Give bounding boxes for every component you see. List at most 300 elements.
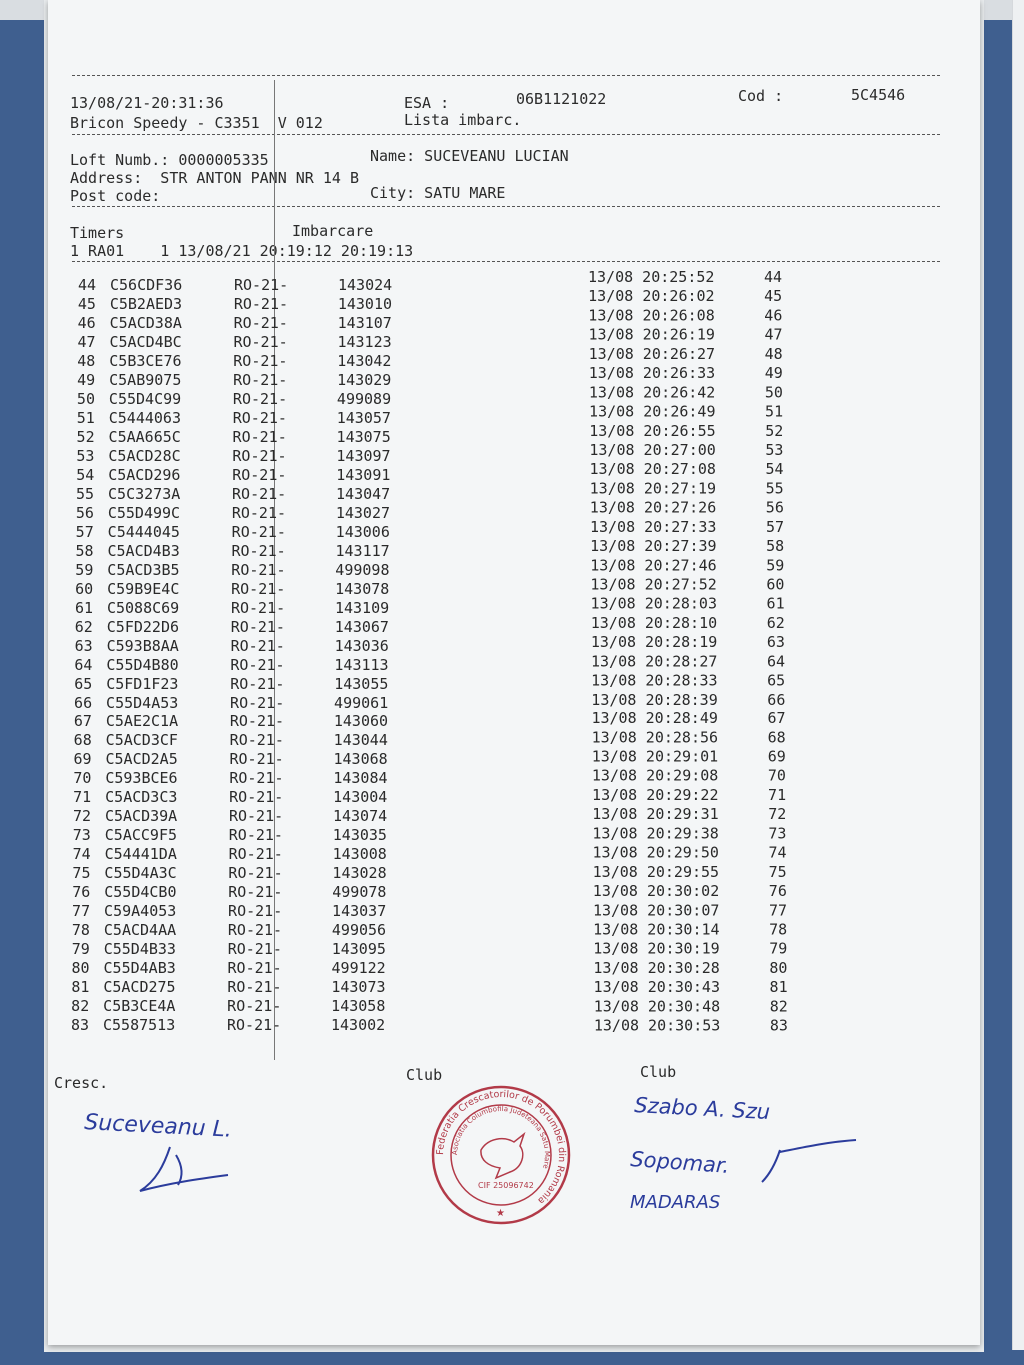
row-index: 48: [77, 351, 96, 370]
row-index: 75: [72, 864, 91, 883]
table-row: [48, 325, 980, 352]
arrival-time: 13/08 20:28:39: [591, 690, 718, 709]
arrival-time: 13/08 20:29:22: [592, 786, 719, 805]
arrival-time: 13/08 20:27:33: [589, 517, 717, 536]
arrival-time: 13/08 20:27:52: [590, 575, 717, 594]
table-row: [48, 864, 980, 883]
ring-prefix: RO-21-: [231, 541, 286, 560]
club-label-right: Club: [640, 1063, 677, 1081]
arrival-time: 13/08 20:29:55: [592, 863, 720, 882]
position-number: 78: [769, 920, 788, 939]
ring-prefix: RO-21-: [233, 332, 288, 351]
row-index: 58: [75, 541, 94, 560]
table-row: [48, 978, 980, 997]
position-number: 46: [764, 306, 783, 325]
arrival-time: 13/08 20:28:03: [590, 594, 717, 613]
table-row: [48, 306, 980, 333]
table-row: [48, 690, 980, 713]
esa-value: 06B1121022: [516, 90, 607, 108]
position-number: 50: [764, 383, 783, 402]
device-line: Bricon Speedy - C3351 V 012: [70, 114, 323, 132]
ring-number: 499098: [335, 560, 390, 579]
ring-prefix: RO-21-: [229, 788, 284, 807]
ring-prefix: RO-21-: [228, 883, 283, 902]
ring-prefix: RO-21-: [231, 522, 286, 541]
chip-code: C55D4B33: [103, 940, 176, 959]
chip-code: C55D499C: [107, 503, 181, 522]
position-number: 65: [767, 671, 786, 690]
chip-code: C5587513: [102, 1016, 176, 1035]
row-index: 50: [76, 389, 95, 408]
ring-prefix: RO-21-: [230, 674, 285, 693]
ring-prefix: RO-21-: [229, 731, 284, 750]
ring-prefix: RO-21-: [230, 598, 286, 617]
arrival-time: 13/08 20:28:33: [591, 671, 718, 690]
arrival-time: 13/08 20:30:02: [592, 882, 720, 901]
cod-label: Cod :: [738, 87, 784, 105]
ring-number: 143044: [333, 731, 388, 750]
position-number: 61: [766, 594, 785, 613]
position-number: 51: [765, 402, 784, 421]
chip-code: C5ACD4B3: [107, 541, 180, 560]
position-number: 64: [767, 651, 786, 670]
arrival-time: 13/08 20:27:08: [589, 459, 716, 478]
club-signatures: [630, 1082, 930, 1222]
table-row: [48, 807, 980, 826]
ring-number: 143058: [331, 997, 386, 1016]
ring-prefix: RO-21-: [231, 579, 286, 598]
table-row: [48, 1016, 980, 1035]
ring-prefix: RO-21-: [232, 427, 287, 446]
chip-code: C5ACD4BC: [109, 332, 182, 351]
row-index: 82: [71, 997, 90, 1016]
ring-number: 143067: [334, 617, 389, 636]
ring-number: 143029: [337, 370, 392, 389]
table-row: [48, 788, 980, 807]
ring-prefix: RO-21-: [229, 712, 285, 731]
arrival-time: 13/08 20:26:19: [588, 325, 715, 344]
separator-line: [72, 75, 940, 76]
ring-number: 499078: [332, 883, 387, 902]
table-row: [48, 363, 980, 390]
svg-text:Asociatia Columbofila Judetean: Asociatia Columbofila Judeteana Satu Mare: [450, 1104, 552, 1170]
list-title: Lista imbarc.: [404, 111, 522, 129]
row-index: 56: [75, 503, 94, 522]
ring-number: 143037: [332, 902, 387, 921]
ring-number: 499056: [331, 921, 387, 940]
chip-code: C5ACD3C3: [105, 788, 178, 807]
ring-prefix: RO-21-: [232, 484, 287, 503]
ring-prefix: RO-21-: [233, 313, 288, 332]
ring-number: 143078: [335, 579, 390, 598]
position-number: 83: [769, 1016, 788, 1035]
ring-number: 143073: [331, 978, 386, 997]
row-index: 47: [77, 332, 96, 351]
svg-text:Szabo A. Szu: Szabo A. Szu: [633, 1093, 771, 1125]
arrival-time: 13/08 20:26:27: [588, 344, 716, 363]
chip-code: C5444045: [107, 522, 180, 541]
breeder-signature: [78, 1095, 318, 1200]
row-index: 46: [77, 313, 96, 332]
chip-code: C5ACC9F5: [104, 826, 178, 845]
ring-number: 143004: [333, 788, 388, 807]
ring-prefix: RO-21-: [227, 959, 282, 978]
loft-name: Name: SUCEVEANU LUCIAN: [370, 147, 569, 165]
position-number: 72: [768, 805, 787, 824]
arrival-time: 13/08 20:29:38: [592, 824, 719, 843]
row-index: 52: [76, 427, 95, 446]
row-index: 81: [71, 978, 90, 997]
chip-code: C54441DA: [104, 845, 177, 864]
ring-prefix: RO-21-: [233, 294, 289, 313]
separator-line: [72, 206, 940, 207]
table-row: [48, 902, 980, 921]
svg-text:CIF 25096742: CIF 25096742: [478, 1181, 534, 1190]
table-row: [48, 997, 980, 1016]
arrival-time: 13/08 20:30:14: [593, 920, 720, 939]
table-row: [48, 728, 980, 750]
ring-prefix: RO-21-: [228, 902, 283, 921]
table-row: [48, 959, 980, 978]
row-index: 71: [73, 788, 92, 807]
table-row: [48, 479, 980, 504]
position-number: 62: [766, 613, 785, 632]
arrival-time: 13/08 20:28:49: [591, 709, 718, 728]
arrival-time: 13/08 20:28:19: [590, 632, 718, 651]
ring-number: 143091: [336, 465, 391, 484]
position-number: 66: [767, 690, 786, 709]
ring-number: 499089: [336, 389, 392, 408]
table-row: [48, 555, 980, 580]
svg-text:Sopomar.: Sopomar.: [630, 1147, 731, 1178]
position-number: 69: [767, 747, 786, 766]
ring-number: 143006: [335, 522, 390, 541]
table-row: [48, 769, 980, 788]
ring-number: 143055: [334, 674, 389, 693]
ring-prefix: RO-21-: [229, 769, 284, 788]
table-row: [48, 536, 980, 561]
arrival-time: 13/08 20:26:02: [588, 287, 715, 306]
row-index: 72: [72, 807, 92, 826]
arrival-time: 13/08 20:25:52: [588, 268, 715, 286]
ring-prefix: RO-21-: [231, 503, 287, 522]
ring-number: 143117: [335, 541, 390, 560]
svg-text:Federatia Crescatorilor de Por: Federatia Crescatorilor de Porumbei din Romania: [434, 1088, 568, 1207]
position-number: 63: [766, 632, 785, 651]
row-index: 83: [70, 1016, 90, 1035]
row-index: 53: [76, 446, 95, 465]
row-index: 67: [73, 712, 92, 731]
table-row: [48, 344, 980, 371]
position-number: 81: [769, 978, 788, 997]
position-number: 82: [769, 997, 788, 1016]
chip-code: C55D4A3C: [104, 864, 177, 883]
ring-prefix: RO-21-: [227, 978, 282, 997]
table-row: [48, 845, 980, 864]
separator-line: [72, 134, 940, 135]
ring-prefix: RO-21-: [230, 617, 285, 636]
ring-prefix: RO-21-: [233, 351, 288, 370]
table-row: [48, 498, 980, 523]
ring-number: 143074: [332, 807, 388, 826]
table-row: [48, 268, 980, 295]
position-number: 60: [766, 575, 785, 594]
arrival-time: 13/08 20:26:42: [588, 383, 716, 402]
ring-number: 143107: [337, 313, 392, 332]
row-index: 49: [77, 370, 96, 389]
table-row: [48, 747, 980, 769]
row-index: 45: [77, 294, 96, 313]
loft-address: Address: STR ANTON PANN NR 14 B: [70, 169, 359, 187]
row-index: 60: [75, 579, 94, 598]
arrival-time: 13/08 20:27:00: [589, 440, 716, 459]
ring-number: 143047: [336, 484, 391, 503]
ring-prefix: RO-21-: [233, 370, 288, 389]
position-number: 57: [765, 517, 785, 536]
ring-number: 143113: [334, 655, 389, 674]
position-number: 53: [765, 440, 784, 459]
printout-sheet: [48, 0, 980, 1345]
separator-line: [72, 261, 940, 262]
loft-postcode: Post code:: [70, 187, 161, 205]
arrival-time: 13/08 20:30:48: [593, 997, 721, 1016]
arrival-time: 13/08 20:26:08: [588, 306, 715, 325]
chip-code: C59A4053: [104, 902, 177, 921]
table-row: [48, 440, 980, 466]
chip-code: C593BCE6: [105, 769, 178, 788]
chip-code: C5B3CE76: [109, 351, 182, 370]
arrival-time: 13/08 20:30:19: [593, 939, 720, 958]
row-index: 51: [76, 408, 95, 427]
chip-code: C5088C69: [106, 598, 180, 617]
ring-number: 143095: [331, 940, 386, 959]
arrival-time: 13/08 20:26:55: [589, 421, 716, 440]
chip-code: C5444063: [108, 408, 181, 427]
table-row: [48, 709, 980, 731]
row-index: 44: [78, 276, 97, 294]
club-stamp: [426, 1080, 576, 1230]
row-index: 59: [75, 560, 94, 579]
cod-value: 5C4546: [851, 86, 906, 104]
position-number: 56: [765, 498, 784, 517]
table-row: [48, 651, 980, 675]
ring-prefix: RO-21-: [234, 276, 289, 294]
chip-code: C55D4A53: [106, 693, 179, 712]
arrival-time: 13/08 20:27:46: [590, 555, 717, 574]
arrival-time: 13/08 20:29:31: [592, 805, 719, 824]
position-number: 67: [767, 709, 786, 728]
chip-code: C5FD1F23: [106, 674, 179, 693]
position-number: 76: [768, 882, 787, 901]
ring-number: 143097: [336, 446, 391, 465]
ring-prefix: RO-21-: [231, 560, 286, 579]
position-number: 79: [769, 939, 788, 958]
arrival-time: 13/08 20:29:01: [591, 747, 719, 766]
chip-code: C5C3273A: [108, 484, 181, 503]
table-row: [48, 287, 980, 314]
position-number: 73: [768, 824, 787, 843]
row-index: 69: [73, 750, 92, 769]
loft-city: City: SATU MARE: [370, 184, 506, 202]
arrival-time: 13/08 20:28:10: [590, 613, 718, 632]
row-index: 64: [74, 655, 93, 674]
table-row: [48, 517, 980, 542]
loft-number: Loft Numb.: 0000005335: [70, 151, 269, 169]
position-number: 58: [766, 536, 785, 555]
ring-prefix: RO-21-: [232, 465, 287, 484]
position-number: 49: [764, 363, 783, 382]
chip-code: C5FD22D6: [106, 617, 180, 636]
ring-number: 143084: [333, 769, 388, 788]
chip-code: C5ACD296: [108, 465, 181, 484]
ring-number: 143036: [334, 636, 389, 655]
table-row: [48, 671, 980, 694]
chip-code: C55D4B80: [106, 655, 179, 674]
ring-prefix: RO-21-: [227, 997, 282, 1016]
ring-prefix: RO-21-: [232, 408, 287, 427]
ring-number: 143035: [332, 826, 387, 845]
ring-number: 143075: [336, 427, 391, 446]
position-number: 45: [764, 287, 783, 306]
svg-text:★: ★: [496, 1208, 505, 1219]
ring-number: 143042: [337, 351, 392, 370]
arrival-time: 13/08 20:27:26: [589, 498, 717, 517]
table-row: [48, 632, 980, 656]
row-index: 68: [73, 731, 92, 750]
chip-code: C56CDF36: [110, 276, 183, 294]
row-index: 54: [76, 465, 95, 484]
ring-number: 143028: [332, 864, 387, 883]
position-number: 70: [767, 767, 786, 786]
chip-code: C55D4C99: [108, 389, 182, 408]
timer-line: 1 RA01 1 13/08/21 20:19:12 20:19:13: [70, 242, 414, 260]
arrival-time: 13/08 20:30:28: [593, 959, 720, 978]
table-row: [48, 940, 980, 959]
position-number: 44: [764, 268, 783, 286]
position-number: 68: [767, 728, 786, 747]
paper-edge: [1012, 0, 1024, 1350]
chip-code: C5ACD3B5: [107, 560, 180, 579]
table-row: [48, 383, 980, 409]
arrival-time: 13/08 20:28:56: [591, 728, 719, 747]
ring-number: 143010: [337, 294, 393, 313]
table-row: [48, 594, 980, 618]
row-index: 80: [71, 959, 90, 978]
chip-code: C5AA665C: [108, 427, 181, 446]
chip-code: C593B8AA: [106, 636, 179, 655]
arrival-time: 13/08 20:26:49: [589, 402, 716, 421]
svg-text:MADARAS: MADARAS: [630, 1192, 721, 1213]
ring-number: 143109: [334, 598, 390, 617]
ring-number: 499122: [331, 959, 386, 978]
arrival-time: 13/08 20:26:33: [588, 363, 716, 382]
position-number: 55: [765, 479, 784, 498]
esa-label: ESA :: [404, 94, 450, 112]
ring-prefix: RO-21-: [228, 845, 283, 864]
ring-prefix: RO-21-: [232, 389, 288, 408]
chip-code: C5B3CE4A: [103, 997, 176, 1016]
chip-code: C5ACD2A5: [105, 750, 178, 769]
position-number: 80: [769, 959, 788, 978]
row-index: 79: [71, 940, 90, 959]
chip-code: C5ACD3CF: [105, 731, 178, 750]
row-index: 78: [71, 921, 90, 940]
svg-text:Suceveanu L.: Suceveanu L.: [83, 1110, 233, 1143]
arrival-time: 13/08 20:29:08: [591, 767, 719, 786]
arrival-time: 13/08 20:30:07: [592, 901, 720, 920]
club-label-left: Club: [406, 1066, 443, 1084]
ring-prefix: RO-21-: [228, 826, 283, 845]
chip-code: C55D4CB0: [104, 883, 177, 902]
ring-number: 143002: [330, 1016, 386, 1035]
table-row: [48, 421, 980, 447]
position-number: 59: [766, 555, 785, 574]
position-number: 71: [768, 786, 787, 805]
row-index: 55: [76, 484, 95, 503]
chip-code: C55D4AB3: [103, 959, 176, 978]
row-index: 77: [72, 902, 91, 921]
chip-code: C5ACD28C: [108, 446, 181, 465]
ring-prefix: RO-21-: [227, 940, 282, 959]
ring-prefix: RO-21-: [230, 693, 285, 712]
ring-prefix: RO-21-: [229, 750, 284, 769]
position-number: 74: [768, 843, 787, 862]
arrival-time: 13/08 20:27:39: [590, 536, 717, 555]
imbarcare-label: Imbarcare: [292, 222, 374, 240]
ring-number: 143123: [337, 332, 392, 351]
row-index: 73: [72, 826, 91, 845]
chip-code: C5B2AED3: [109, 294, 183, 313]
ring-number: 143027: [335, 503, 391, 522]
ring-prefix: RO-21-: [227, 921, 283, 940]
arrival-time: 13/08 20:30:43: [593, 978, 720, 997]
arrival-time: 13/08 20:29:50: [592, 843, 719, 862]
ring-number: 143008: [332, 845, 387, 864]
ring-number: 499061: [334, 693, 389, 712]
position-number: 54: [765, 459, 784, 478]
ring-prefix: RO-21-: [226, 1016, 282, 1035]
row-index: 74: [72, 845, 91, 864]
position-number: 47: [764, 325, 783, 344]
position-number: 52: [765, 421, 784, 440]
position-number: 48: [764, 344, 783, 363]
ring-number: 143068: [333, 750, 388, 769]
row-index: 63: [74, 636, 93, 655]
chip-code: C5ACD39A: [104, 807, 178, 826]
ring-prefix: RO-21-: [232, 446, 287, 465]
timers-label: Timers: [70, 224, 125, 242]
chip-code: C5ACD38A: [109, 313, 182, 332]
row-index: 70: [73, 769, 92, 788]
chip-code: C59B9E4C: [107, 579, 180, 598]
chip-code: C5ACD275: [103, 978, 176, 997]
position-number: 77: [768, 901, 788, 920]
table-row: [48, 921, 980, 940]
cresc-label: Cresc.: [54, 1074, 109, 1092]
ring-prefix: RO-21-: [230, 655, 285, 674]
ring-number: 143060: [333, 712, 389, 731]
table-row: [48, 613, 980, 637]
chip-code: C5ACD4AA: [103, 921, 177, 940]
row-index: 57: [75, 522, 94, 541]
arrival-time: 13/08 20:28:27: [591, 651, 718, 670]
arrival-time: 13/08 20:30:53: [593, 1016, 721, 1035]
header-datetime: 13/08/21-20:31:36: [70, 94, 224, 112]
chip-code: C5AB9075: [109, 370, 182, 389]
ring-number: 143057: [336, 408, 391, 427]
ring-prefix: RO-21-: [228, 807, 284, 826]
table-row: [48, 883, 980, 902]
